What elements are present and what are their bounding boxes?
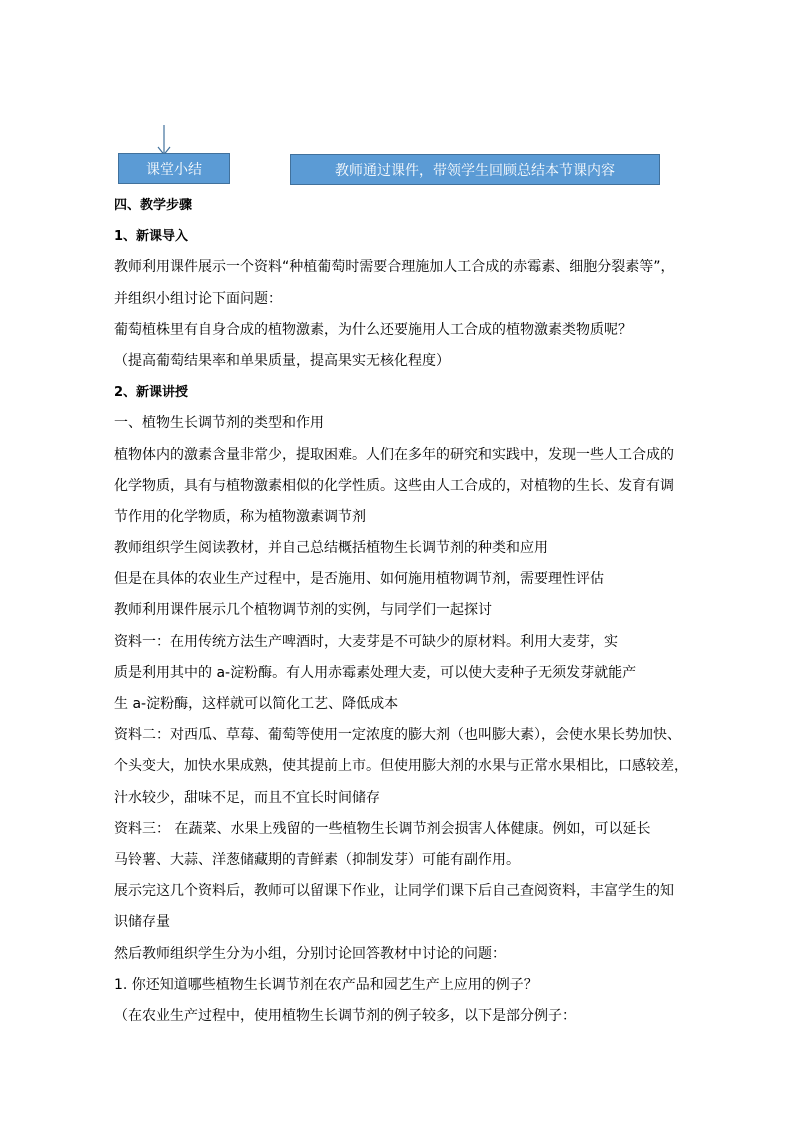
paragraph-line: 然后教师组织学生分为小组，分别讨论回答教材中讨论的问题： [114,945,506,962]
paragraph-line: 生 a-淀粉酶，这样就可以简化工艺、降低成本 [114,696,399,712]
paragraph-line: （在农业生产过程中，使用植物生长调节剂的例子较多，以下是部分例子： [114,1007,576,1024]
paragraph-line: 节作用的化学物质，称为植物激素调节剂 [114,508,366,525]
paragraph-line: 资料三： 在蔬菜、水果上残留的一些植物生长调节剂会损害人体健康。例如，可以延长 [114,820,651,837]
paragraph-line: 个头变大，加快水果成熟，使其提前上市。但使用膨大剂的水果与正常水果相比，口感较差， [114,758,688,775]
paragraph-line: 教师利用课件展示一个资料“种植葡萄时需要合理施加人工合成的赤霉素、细胞分裂素等”， [114,259,675,276]
paragraph-line: 质是利用其中的 a-淀粉酶。有人用赤霉素处理大麦，可以使大麦种子无须发芽就能产 [114,664,637,681]
paragraph-line: 教师组织学生阅读教材，并自己总结概括植物生长调节剂的种类和应用 [114,540,548,557]
section-heading: 2、新课讲授 [114,385,189,401]
paragraph-line: 1. 你还知道哪些植物生长调节剂在农产品和园艺生产上应用的例子？ [114,976,538,993]
paragraph-line: 资料一：在用传统方法生产啤酒时，大麦芽是不可缺少的原材料。利用大麦芽，实 [114,633,618,650]
paragraph-line: 汁水较少，甜味不足，而且不宜长时间储存 [114,789,380,806]
paragraph-line: 一、植物生长调节剂的类型和作用 [114,415,324,432]
section-heading: 四、教学步骤 [114,198,193,213]
paragraph-line: 植物体内的激素含量非常少，提取困难。人们在多年的研究和实践中，发现一些人工合成的 [114,446,674,463]
paragraph-line: 识储存量 [114,914,170,931]
class-summary-label: 课堂小结 [146,161,202,178]
teacher-review-label: 教师通过课件，带领学生回顾总结本节课内容 [335,162,615,179]
paragraph-line: 教师利用课件展示几个植物调节剂的实例，与同学们一起探讨 [114,602,492,619]
paragraph-line: 葡萄植株里有自身合成的植物激素，为什么还要施用人工合成的植物激素类物质呢？ [114,321,632,338]
paragraph-line: 并组织小组讨论下面问题： [114,290,282,307]
section-heading: 1、新课导入 [114,229,189,245]
paragraph-line: 资料二：对西瓜、草莓、葡萄等使用一定浓度的膨大剂（也叫膨大素），会使水果长势加快、 [114,727,681,744]
paragraph-line: 但是在具体的农业生产过程中，是否施用、如何施用植物调节剂，需要理性评估 [114,571,604,588]
paragraph-line: 马铃薯、大蒜、洋葱储藏期的青鲜素（抑制发芽）可能有副作用。 [114,851,520,868]
teacher-review-box [290,154,660,185]
paragraph-line: 化学物质，具有与植物激素相似的化学性质。这些由人工合成的，对植物的生长、发育有调 [114,477,674,494]
paragraph-line: （提高葡萄结果率和单果质量，提高果实无核化程度） [114,352,450,369]
class-summary-box [118,153,230,184]
document-body [114,190,694,1032]
paragraph-line: 展示完这几个资料后，教师可以留课下作业，让同学们课下后自己查阅资料，丰富学生的知 [114,883,674,900]
